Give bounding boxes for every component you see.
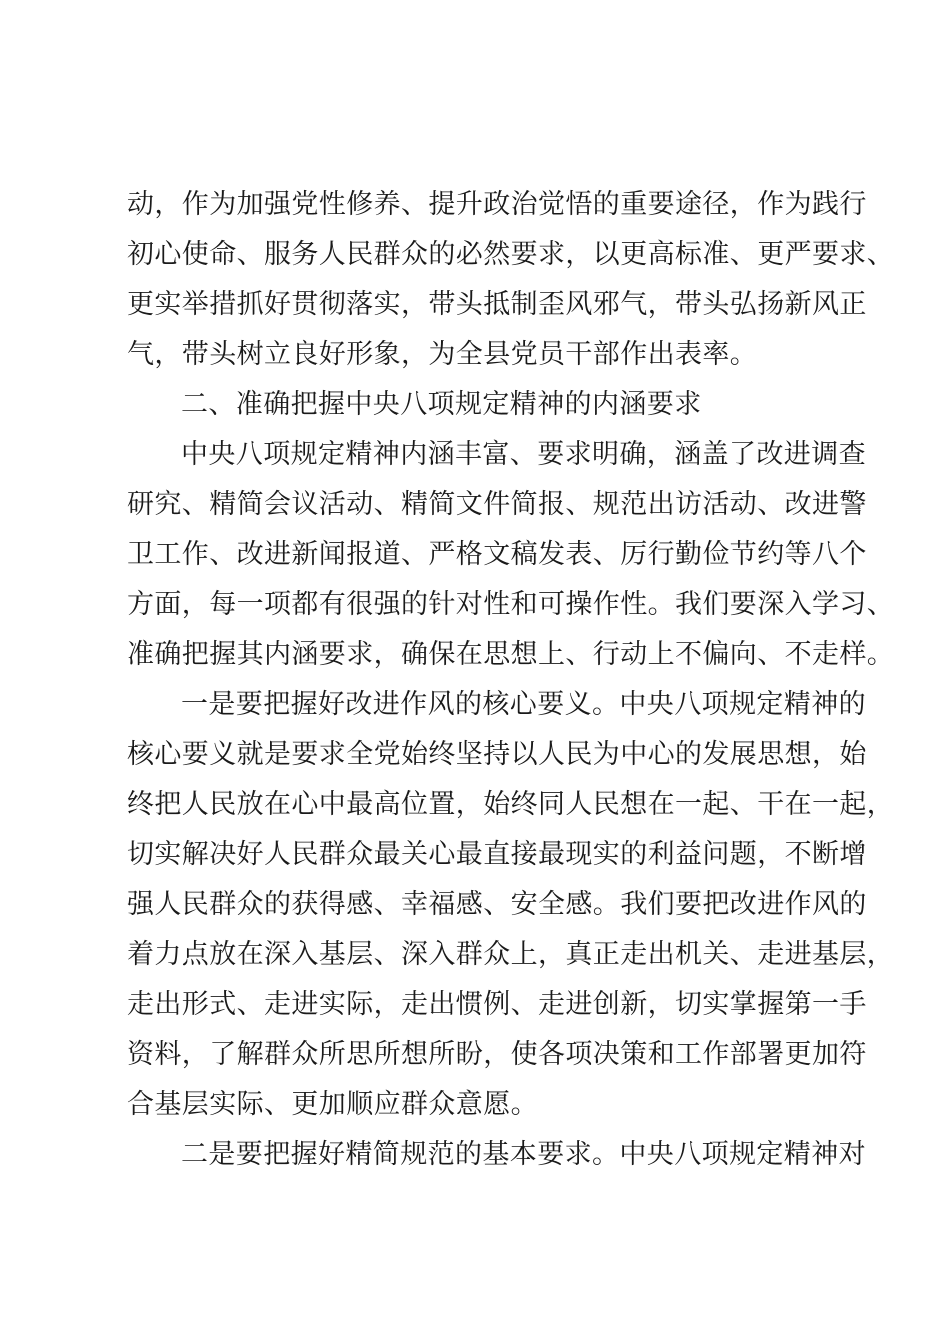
text-line: 走出形式、走进实际，走出惯例、走进创新，切实掌握第一手 xyxy=(127,989,867,1020)
text-line: 气，带头树立良好形象，为全县党员干部作出表率。 xyxy=(127,339,758,370)
text-line: 卫工作、改进新闻报道、严格文稿发表、厉行勤俭节约等八个 xyxy=(127,539,867,570)
text-line: 终把人民放在心中最高位置，始终同人民想在一起、干在一起， xyxy=(127,789,895,820)
text-line: 更实举措抓好贯彻落实，带头抵制歪风邪气，带头弘扬新风正 xyxy=(127,289,867,320)
text-line: 方面，每一项都有很强的针对性和可操作性。我们要深入学习、 xyxy=(127,589,895,620)
paragraph xyxy=(127,430,895,680)
text-line: 研究、精简会议活动、精简文件简报、规范出访活动、改进警 xyxy=(127,489,867,520)
text-line: 着力点放在深入基层、深入群众上，真正走出机关、走进基层， xyxy=(127,939,895,970)
text-line: 强人民群众的获得感、幸福感、安全感。我们要把改进作风的 xyxy=(127,889,867,920)
section-heading: 二、准确把握中央八项规定精神的内涵要求 xyxy=(181,389,702,420)
paragraph xyxy=(127,1130,866,1180)
document-body xyxy=(127,180,895,1180)
text-line: 资料，了解群众所思所想所盼，使各项决策和工作部署更加符 xyxy=(127,1039,867,1070)
paragraph xyxy=(127,680,895,1130)
text-line: 一是要把握好改进作风的核心要义。中央八项规定精神的 xyxy=(181,689,866,720)
text-line: 准确把握其内涵要求，确保在思想上、行动上不偏向、不走样。 xyxy=(127,639,895,670)
text-line: 二是要把握好精简规范的基本要求。中央八项规定精神对 xyxy=(181,1139,866,1170)
text-line: 初心使命、服务人民群众的必然要求，以更高标准、更严要求、 xyxy=(127,239,895,270)
text-line: 动，作为加强党性修养、提升政治觉悟的重要途径，作为践行 xyxy=(127,189,867,220)
paragraph xyxy=(127,180,895,380)
text-line: 中央八项规定精神内涵丰富、要求明确，涵盖了改进调查 xyxy=(181,439,866,470)
text-line: 切实解决好人民群众最关心最直接最现实的利益问题，不断增 xyxy=(127,839,867,870)
text-line: 核心要义就是要求全党始终坚持以人民为中心的发展思想，始 xyxy=(127,739,867,770)
text-line: 合基层实际、更加顺应群众意愿。 xyxy=(127,1089,538,1120)
